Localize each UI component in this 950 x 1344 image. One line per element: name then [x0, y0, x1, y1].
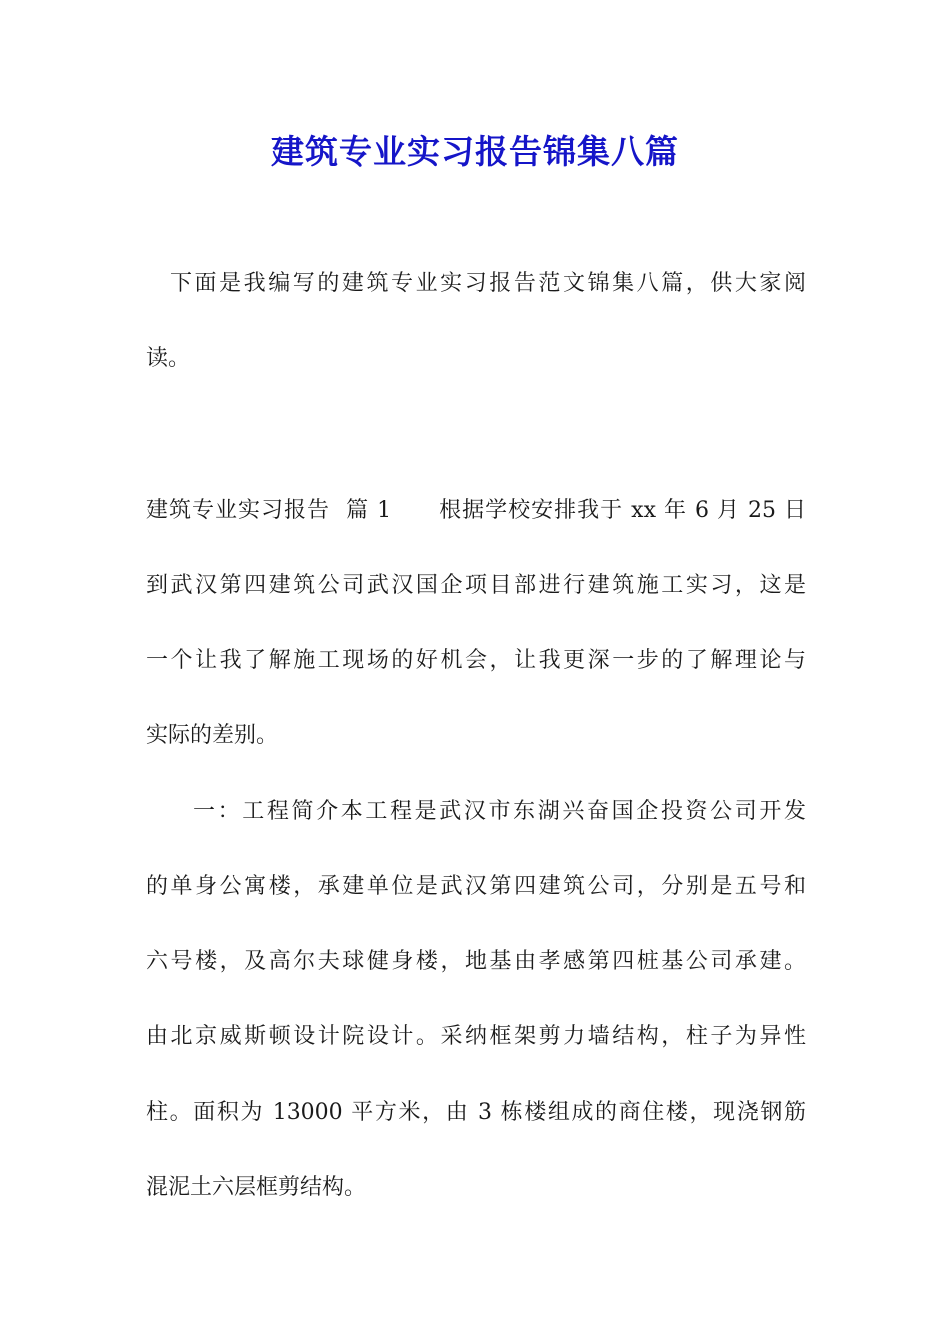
- intro-line-1: 下面是我编写的建筑专业实习报告范文锦集八篇，供大家阅: [170, 271, 806, 296]
- paragraph-1-line-2: 到武汉第四建筑公司武汉国企项目部进行建筑施工实习，这是: [146, 573, 806, 598]
- paragraph-1-line-4: 实际的差别。: [146, 723, 279, 748]
- paragraph-2-line-6: 混泥土六层框剪结构。: [146, 1175, 367, 1200]
- paragraph-2-line-4: 由北京威斯顿设计院设计。采纳框架剪力墙结构，柱子为异性: [146, 1024, 806, 1049]
- intro-line-2: 读。: [146, 346, 191, 371]
- paragraph-1-line-3: 一个让我了解施工现场的好机会，让我更深一步的了解理论与: [146, 648, 806, 673]
- document-title: 建筑专业实习报告锦集八篇: [271, 132, 679, 171]
- paragraph-2-line-1: 一：工程简介本工程是武汉市东湖兴奋国企投资公司开发: [193, 799, 806, 824]
- paragraph-1-line-1: 建筑专业实习报告 篇 1 根据学校安排我于 xx 年 6 月 25 日: [146, 498, 806, 523]
- paragraph-2-line-5: 柱。面积为 13000 平方米，由 3 栋楼组成的商住楼，现浇钢筋: [146, 1100, 806, 1125]
- paragraph-2-line-2: 的单身公寓楼，承建单位是武汉第四建筑公司，分别是五号和: [146, 874, 806, 899]
- paragraph-2-line-3: 六号楼，及高尔夫球健身楼，地基由孝感第四桩基公司承建。: [146, 949, 806, 974]
